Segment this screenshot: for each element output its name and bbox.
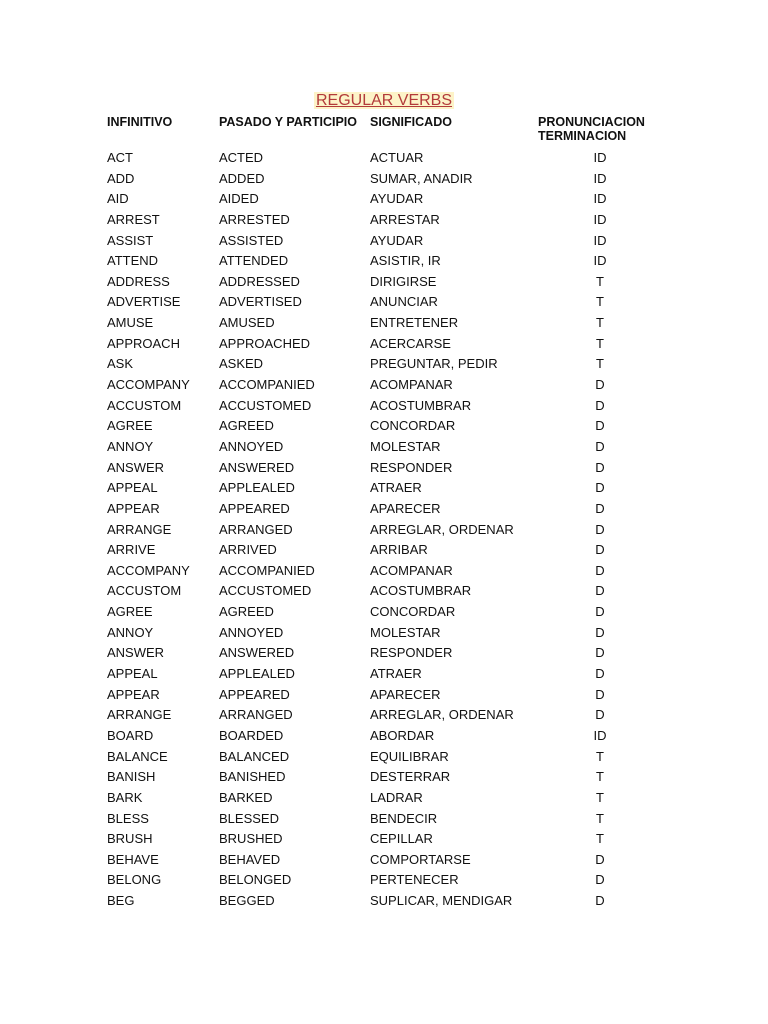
cell-pronunciacion: T (596, 748, 604, 764)
cell-pasado: BEGGED (219, 893, 275, 909)
cell-pasado: ANSWERED (219, 459, 295, 475)
cell-pasado: AMUSED (219, 315, 275, 331)
cell-infinitivo: ANNOY (107, 438, 154, 454)
cell-infinitivo: ARRANGE (107, 521, 172, 537)
table-row (0, 788, 768, 809)
cell-pasado: BANISHED (219, 769, 286, 785)
cell-pronunciacion: D (595, 686, 605, 702)
cell-significado: ABORDAR (370, 727, 435, 743)
cell-infinitivo: ANSWER (107, 459, 165, 475)
cell-significado: ACTUAR (370, 150, 424, 165)
table-row (0, 272, 768, 293)
cell-significado: ATRAER (370, 480, 422, 496)
cell-significado: ANUNCIAR (370, 294, 438, 310)
header-pasado-participio: PASADO Y PARTICIPIO (219, 115, 357, 129)
cell-significado: MOLESTAR (370, 624, 441, 640)
document-title (0, 91, 768, 111)
cell-significado: ARRIBAR (370, 542, 428, 558)
cell-pronunciacion: T (596, 315, 604, 331)
cell-infinitivo: ADVERTISE (107, 294, 181, 310)
cell-pasado: BLESSED (219, 810, 279, 826)
cell-pronunciacion: T (596, 789, 604, 805)
cell-pronunciacion: D (595, 624, 605, 640)
cell-significado: ACOSTUMBRAR (370, 397, 472, 413)
table-row (0, 375, 768, 396)
cell-infinitivo: BLESS (107, 810, 149, 826)
table-row (0, 561, 768, 582)
cell-pronunciacion: ID (593, 727, 607, 743)
cell-infinitivo: ACT (107, 150, 133, 165)
cell-infinitivo: ANSWER (107, 645, 165, 661)
table-row (0, 478, 768, 499)
cell-infinitivo: ASSIST (107, 232, 154, 248)
table-row (0, 416, 768, 437)
cell-infinitivo: BANISH (107, 769, 156, 785)
cell-pasado: ARRIVED (219, 542, 277, 558)
cell-pronunciacion: T (596, 294, 604, 310)
cell-significado: ARREGLAR, ORDENAR (370, 521, 514, 537)
cell-pronunciacion: ID (593, 150, 607, 165)
cell-pasado: BALANCED (219, 748, 290, 764)
cell-pasado: ASKED (219, 356, 264, 372)
cell-pasado: AIDED (219, 191, 259, 207)
table-row (0, 726, 768, 747)
cell-pasado: ACCOMPANIED (219, 562, 315, 578)
cell-significado: APARECER (370, 686, 441, 702)
cell-pronunciacion: D (595, 397, 605, 413)
table-header (0, 115, 768, 149)
cell-infinitivo: ADD (107, 170, 135, 186)
cell-pronunciacion: T (596, 831, 604, 847)
cell-pasado: APPEARED (219, 686, 290, 702)
cell-infinitivo: ARREST (107, 211, 160, 227)
cell-pasado: AGREED (219, 418, 274, 434)
cell-significado: CEPILLAR (370, 831, 433, 847)
cell-pasado: APPROACHED (219, 335, 311, 351)
cell-pronunciacion: ID (593, 232, 607, 248)
cell-infinitivo: ARRANGE (107, 707, 172, 723)
cell-infinitivo: ANNOY (107, 624, 154, 640)
table-row (0, 251, 768, 272)
cell-pasado: ADDED (219, 170, 265, 186)
cell-pronunciacion: ID (593, 253, 607, 269)
header-pronunciacion (538, 115, 645, 143)
table-row (0, 210, 768, 231)
cell-pasado: BEHAVED (219, 851, 281, 867)
table-row (0, 870, 768, 891)
cell-significado: MOLESTAR (370, 438, 441, 454)
table-row (0, 354, 768, 375)
table-row (0, 189, 768, 210)
cell-pronunciacion: T (596, 335, 604, 351)
cell-pronunciacion: T (596, 769, 604, 785)
cell-infinitivo: APPEAL (107, 666, 158, 682)
cell-pronunciacion: D (595, 438, 605, 454)
cell-significado: DESTERRAR (370, 769, 451, 785)
cell-significado: SUPLICAR, MENDIGAR (370, 893, 513, 909)
header-pronunciacion-line1: PRONUNCIACION (538, 115, 645, 129)
cell-pasado: AGREED (219, 604, 274, 620)
cell-infinitivo: ACCUSTOM (107, 583, 182, 599)
cell-pasado: ARRESTED (219, 211, 290, 227)
cell-pronunciacion: D (595, 604, 605, 620)
cell-pasado: APPLEALED (219, 480, 295, 496)
cell-infinitivo: ACCUSTOM (107, 397, 182, 413)
cell-infinitivo: APPEAL (107, 480, 158, 496)
cell-significado: EQUILIBRAR (370, 748, 449, 764)
cell-significado: APARECER (370, 500, 441, 516)
cell-pasado: APPEARED (219, 500, 290, 516)
table-row (0, 334, 768, 355)
cell-pasado: ATTENDED (219, 253, 289, 269)
cell-pronunciacion: D (595, 562, 605, 578)
cell-infinitivo: APPROACH (107, 335, 180, 351)
table-row (0, 520, 768, 541)
table-row (0, 747, 768, 768)
document-title-text: REGULAR VERBS (315, 92, 453, 109)
cell-infinitivo: AGREE (107, 604, 153, 620)
cell-significado: BENDECIR (370, 810, 438, 826)
cell-significado: ACOMPANAR (370, 377, 453, 393)
cell-pronunciacion: D (595, 851, 605, 867)
cell-infinitivo: BRUSH (107, 831, 153, 847)
table-row (0, 499, 768, 520)
cell-pasado: BELONGED (219, 872, 292, 888)
cell-significado: ACOMPANAR (370, 562, 453, 578)
cell-pasado: ADVERTISED (219, 294, 302, 310)
cell-significado: COMPORTARSE (370, 851, 471, 867)
table-row (0, 437, 768, 458)
cell-pronunciacion: D (595, 459, 605, 475)
cell-significado: AYUDAR (370, 191, 424, 207)
cell-pronunciacion: D (595, 872, 605, 888)
cell-pasado: ARRANGED (219, 521, 293, 537)
cell-pasado: ANSWERED (219, 645, 295, 661)
cell-pasado: APPLEALED (219, 666, 295, 682)
cell-infinitivo: ADDRESS (107, 273, 170, 289)
header-pronunciacion-line2: TERMINACION (538, 129, 627, 143)
cell-pasado: ACTED (219, 150, 264, 165)
cell-pasado: ARRANGED (219, 707, 293, 723)
cell-pronunciacion: D (595, 583, 605, 599)
cell-significado: PERTENECER (370, 872, 459, 888)
cell-infinitivo: BEG (107, 893, 135, 909)
cell-infinitivo: APPEAR (107, 686, 160, 702)
cell-pasado: ACCUSTOMED (219, 397, 312, 413)
cell-pronunciacion: D (595, 542, 605, 558)
cell-pasado: BRUSHED (219, 831, 283, 847)
cell-pronunciacion: D (595, 500, 605, 516)
table-row (0, 767, 768, 788)
table-row (0, 685, 768, 706)
cell-infinitivo: BEHAVE (107, 851, 159, 867)
cell-pronunciacion: T (596, 356, 604, 372)
cell-pronunciacion: D (595, 893, 605, 909)
header-significado: SIGNIFICADO (370, 115, 452, 129)
cell-pronunciacion: T (596, 273, 604, 289)
cell-pasado: ACCOMPANIED (219, 377, 315, 393)
table-row (0, 169, 768, 190)
cell-infinitivo: AID (107, 191, 129, 207)
cell-pasado: BOARDED (219, 727, 284, 743)
cell-infinitivo: ASK (107, 356, 134, 372)
cell-infinitivo: BELONG (107, 872, 162, 888)
table-row (0, 458, 768, 479)
cell-infinitivo: BOARD (107, 727, 154, 743)
cell-pronunciacion: D (595, 666, 605, 682)
table-row (0, 313, 768, 334)
cell-infinitivo: ACCOMPANY (107, 562, 190, 578)
cell-significado: ACERCARSE (370, 335, 451, 351)
cell-significado: ASISTIR, IR (370, 253, 441, 269)
cell-significado: RESPONDER (370, 459, 453, 475)
cell-infinitivo: BARK (107, 789, 143, 805)
cell-significado: ATRAER (370, 666, 422, 682)
cell-infinitivo: ARRIVE (107, 542, 156, 558)
cell-significado: ARRESTAR (370, 211, 440, 227)
table-row (0, 231, 768, 252)
cell-significado: LADRAR (370, 789, 423, 805)
cell-pronunciacion: ID (593, 211, 607, 227)
cell-significado: CONCORDAR (370, 604, 456, 620)
cell-significado: ENTRETENER (370, 315, 459, 331)
cell-significado: SUMAR, ANADIR (370, 170, 473, 186)
cell-pasado: BARKED (219, 789, 273, 805)
cell-significado: AYUDAR (370, 232, 424, 248)
cell-significado: DIRIGIRSE (370, 273, 437, 289)
cell-significado: ACOSTUMBRAR (370, 583, 472, 599)
cell-pasado: ADDRESSED (219, 273, 300, 289)
verb-table-body (0, 148, 768, 912)
cell-significado: PREGUNTAR, PEDIR (370, 356, 498, 372)
table-row (0, 148, 768, 169)
table-row (0, 292, 768, 313)
cell-infinitivo: APPEAR (107, 500, 160, 516)
cell-significado: ARREGLAR, ORDENAR (370, 707, 514, 723)
cell-pronunciacion: ID (593, 170, 607, 186)
table-row (0, 540, 768, 561)
cell-pasado: ANNOYED (219, 438, 284, 454)
cell-pronunciacion: T (596, 810, 604, 826)
cell-infinitivo: ATTEND (107, 253, 159, 269)
table-row (0, 664, 768, 685)
cell-infinitivo: AMUSE (107, 315, 154, 331)
cell-significado: CONCORDAR (370, 418, 456, 434)
header-infinitivo: INFINITIVO (107, 115, 173, 129)
cell-infinitivo: ACCOMPANY (107, 377, 190, 393)
cell-pronunciacion: D (595, 645, 605, 661)
cell-significado: RESPONDER (370, 645, 453, 661)
table-row (0, 581, 768, 602)
table-row (0, 829, 768, 850)
cell-pronunciacion: D (595, 707, 605, 723)
table-row (0, 396, 768, 417)
cell-pasado: ACCUSTOMED (219, 583, 312, 599)
table-row (0, 809, 768, 830)
table-row (0, 705, 768, 726)
table-row (0, 602, 768, 623)
cell-pronunciacion: D (595, 480, 605, 496)
table-row (0, 643, 768, 664)
cell-pasado: ANNOYED (219, 624, 284, 640)
cell-pronunciacion: ID (593, 191, 607, 207)
cell-infinitivo: BALANCE (107, 748, 168, 764)
cell-pronunciacion: D (595, 377, 605, 393)
table-row (0, 850, 768, 871)
cell-pronunciacion: D (595, 521, 605, 537)
table-row (0, 891, 768, 912)
cell-pasado: ASSISTED (219, 232, 284, 248)
table-row (0, 623, 768, 644)
cell-pronunciacion: D (595, 418, 605, 434)
cell-infinitivo: AGREE (107, 418, 153, 434)
